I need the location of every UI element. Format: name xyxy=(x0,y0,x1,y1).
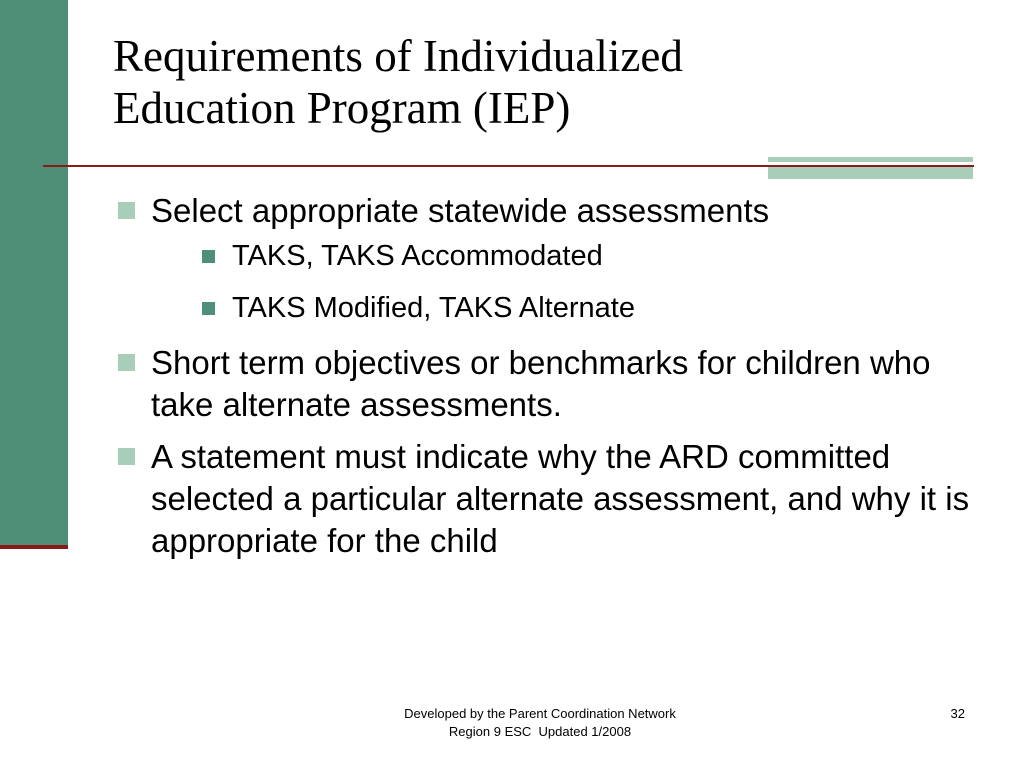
accent-stripes xyxy=(768,157,973,179)
slide-title-line-1: Requirements of Individualized xyxy=(113,31,683,81)
bullet-item xyxy=(115,190,975,326)
bullet-item xyxy=(115,436,975,562)
side-bar-decoration xyxy=(0,0,68,545)
footer-line-2: Region 9 ESC Updated 1/2008 xyxy=(448,724,632,739)
sub-bullet-item xyxy=(199,238,975,274)
footer-line-1: Developed by the Parent Coordination Network xyxy=(404,706,676,721)
sub-bullet-item xyxy=(199,290,975,326)
bullet-item xyxy=(115,342,975,426)
accent-stripe xyxy=(768,157,973,162)
square-bullet-icon xyxy=(118,202,135,219)
square-bullet-icon xyxy=(118,354,135,371)
slide-body xyxy=(115,190,975,572)
square-bullet-icon xyxy=(202,302,215,315)
sub-bullet-text: TAKS Modified, TAKS Alternate xyxy=(232,292,635,324)
side-bar-rule xyxy=(0,545,68,549)
square-bullet-icon xyxy=(118,448,135,465)
sub-bullet-text: TAKS, TAKS Accommodated xyxy=(232,240,603,272)
footer-credit xyxy=(340,705,740,741)
sub-bullet-list xyxy=(199,238,975,326)
slide-page-number: 32 xyxy=(950,706,965,721)
square-bullet-icon xyxy=(202,250,215,263)
bullet-text: Select appropriate statewide assessments xyxy=(151,192,770,229)
bullet-text: A statement must indicate why the ARD committed selected a particular alternate assessment, and why it is appropriate for the child xyxy=(151,438,970,559)
slide-title xyxy=(113,30,993,134)
bullet-text: Short term objectives or benchmarks for children who take alternate assessments. xyxy=(151,344,931,423)
accent-stripe xyxy=(768,167,973,179)
slide-title-line-2: Education Program (IEP) xyxy=(113,83,571,133)
